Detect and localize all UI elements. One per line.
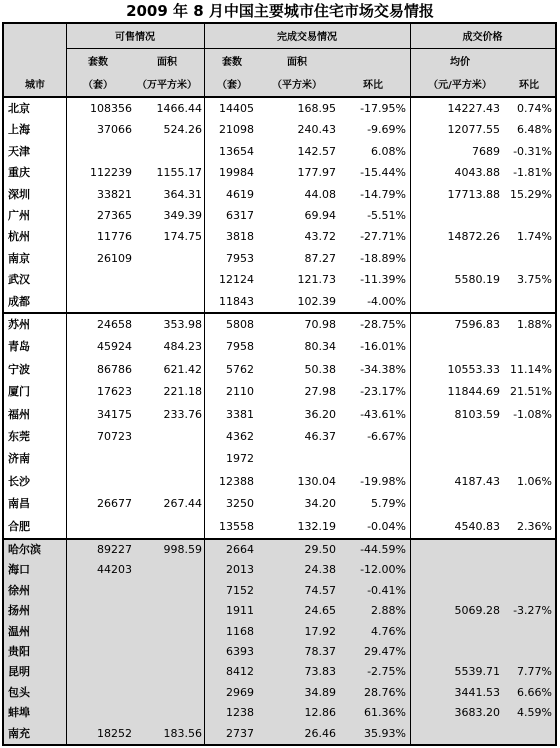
city-name: 南昌 <box>8 497 30 511</box>
available-area: 484.23 <box>163 340 202 354</box>
table-row <box>4 404 555 426</box>
avg-price: 4043.88 <box>454 166 500 180</box>
deal-area: 26.46 <box>304 726 336 740</box>
available-units: 70723 <box>97 430 132 443</box>
city-name: 包头 <box>8 685 30 699</box>
deal-mom: -43.61% <box>360 407 406 421</box>
avg-price: 5580.19 <box>454 273 500 287</box>
price-mom: 11.14% <box>510 362 552 376</box>
deal-area: 74.57 <box>304 583 336 597</box>
header-available: 可售情况 <box>115 32 155 43</box>
deal-units: 2013 <box>226 563 254 577</box>
deal-area: 46.37 <box>304 430 336 443</box>
deal-units: 13558 <box>219 519 254 533</box>
table-row <box>4 162 555 183</box>
deal-mom: -6.67% <box>367 430 406 443</box>
deal-mom: -19.98% <box>360 474 406 488</box>
city-name: 北京 <box>8 102 30 115</box>
city-group-tier3 <box>4 540 555 744</box>
available-area: 364.31 <box>163 187 202 201</box>
city-name: 海口 <box>8 563 30 577</box>
city-name: 昆明 <box>8 665 30 679</box>
deal-units: 1238 <box>226 706 254 720</box>
deal-mom: 61.36% <box>364 706 406 720</box>
deal-mom: -16.01% <box>360 340 406 354</box>
deal-units: 1972 <box>226 452 254 466</box>
deal-area: 12.86 <box>304 706 336 720</box>
table-row <box>4 291 555 312</box>
header-avail-units-unit: （套） <box>83 80 113 91</box>
table-row <box>4 622 555 642</box>
table-row <box>4 581 555 601</box>
deal-area: 80.34 <box>304 340 336 354</box>
table-row <box>4 269 555 290</box>
available-area: 353.98 <box>163 318 202 331</box>
table-row <box>4 493 555 515</box>
deal-area: 142.57 <box>297 144 336 158</box>
available-area: 621.42 <box>163 362 202 376</box>
city-name: 南充 <box>8 726 30 740</box>
table-row <box>4 248 555 269</box>
city-name: 合肥 <box>8 519 30 533</box>
deal-units: 4362 <box>226 430 254 443</box>
avg-price: 17713.88 <box>447 187 500 201</box>
header-avg-price: 均价 <box>450 57 470 68</box>
city-name: 长沙 <box>8 474 30 488</box>
deal-mom: -2.75% <box>367 665 406 679</box>
report-title: 2009 年 8 月中国主要城市住宅市场交易情报 <box>126 2 434 20</box>
deal-mom: 29.47% <box>364 645 406 658</box>
table-row <box>4 359 555 381</box>
deal-units: 7953 <box>226 251 254 265</box>
table-row <box>4 336 555 358</box>
deal-area: 44.08 <box>304 187 336 201</box>
city-group-tier1 <box>4 98 555 314</box>
city-name: 杭州 <box>8 230 30 244</box>
table-row <box>4 226 555 247</box>
table-row <box>4 314 555 336</box>
city-name: 宁波 <box>8 362 30 376</box>
city-name: 青岛 <box>8 340 30 354</box>
deal-mom: 4.76% <box>371 624 406 638</box>
available-area: 349.39 <box>163 209 202 222</box>
table-row <box>4 119 555 140</box>
available-area: 1466.44 <box>156 102 202 115</box>
deal-units: 8412 <box>226 665 254 679</box>
city-name: 苏州 <box>8 318 30 331</box>
deal-area: 50.38 <box>304 362 336 376</box>
header-deal-mom: 环比 <box>363 80 383 91</box>
avg-price: 7689 <box>472 144 500 158</box>
deal-area: 70.98 <box>304 318 336 331</box>
deal-mom: -0.04% <box>367 519 406 533</box>
table-row <box>4 683 555 703</box>
avg-price: 4187.43 <box>454 474 500 488</box>
table-row <box>4 703 555 723</box>
header-price: 成交价格 <box>462 32 503 43</box>
table-row <box>4 662 555 682</box>
available-units: 112239 <box>90 166 132 180</box>
deal-mom: -0.41% <box>367 583 406 597</box>
city-name: 福州 <box>8 407 30 421</box>
city-name: 天津 <box>8 144 30 158</box>
deal-mom: 35.93% <box>364 726 406 740</box>
header-price-mom: 环比 <box>519 80 539 91</box>
available-units: 26109 <box>97 251 132 265</box>
table-row <box>4 381 555 403</box>
deal-units: 6393 <box>226 645 254 658</box>
avg-price: 5539.71 <box>454 665 500 679</box>
table-row <box>4 724 555 744</box>
city-name: 厦门 <box>8 385 30 399</box>
city-name: 广州 <box>8 209 30 222</box>
price-mom: -1.81% <box>513 166 552 180</box>
deal-mom: -4.00% <box>367 294 406 308</box>
city-name: 上海 <box>8 123 30 137</box>
table-row <box>4 471 555 493</box>
deal-units: 5808 <box>226 318 254 331</box>
deal-area: 69.94 <box>304 209 336 222</box>
housing-transaction-table <box>2 22 557 746</box>
city-name: 武汉 <box>8 273 30 287</box>
deal-mom: -28.75% <box>360 318 406 331</box>
table-row <box>4 540 555 560</box>
price-mom: -3.27% <box>513 604 552 618</box>
deal-units: 13654 <box>219 144 254 158</box>
deal-units: 14405 <box>219 102 254 115</box>
deal-units: 5762 <box>226 362 254 376</box>
available-units: 86786 <box>97 362 132 376</box>
deal-area: 17.92 <box>304 624 336 638</box>
deal-units: 2664 <box>226 543 254 556</box>
header-deal-units: 套数 <box>222 57 242 68</box>
city-name: 东莞 <box>8 430 30 443</box>
deal-units: 3818 <box>226 230 254 244</box>
header-avg-price-unit: （元/平方米） <box>428 80 492 91</box>
table-row <box>4 642 555 662</box>
deal-units: 19984 <box>219 166 254 180</box>
price-mom: 6.48% <box>517 123 552 137</box>
deal-units: 2737 <box>226 726 254 740</box>
deal-units: 6317 <box>226 209 254 222</box>
deal-area: 240.43 <box>297 123 336 137</box>
price-mom: 1.06% <box>517 474 552 488</box>
city-name: 济南 <box>8 452 30 466</box>
available-area: 233.76 <box>163 407 202 421</box>
available-area: 998.59 <box>163 543 202 556</box>
header-avail-area-unit: （万平方米） <box>137 80 197 91</box>
available-units: 18252 <box>97 726 132 740</box>
deal-area: 132.19 <box>297 519 336 533</box>
available-area: 174.75 <box>163 230 202 244</box>
header-avail-units: 套数 <box>88 57 108 68</box>
deal-mom: 28.76% <box>364 685 406 699</box>
deal-area: 29.50 <box>304 543 336 556</box>
available-units: 17623 <box>97 385 132 399</box>
city-name: 温州 <box>8 624 30 638</box>
deal-units: 3250 <box>226 497 254 511</box>
table-row <box>4 98 555 119</box>
city-name: 徐州 <box>8 583 30 597</box>
available-area: 267.44 <box>163 497 202 511</box>
available-area: 221.18 <box>163 385 202 399</box>
header-city: 城市 <box>25 80 45 91</box>
city-name: 扬州 <box>8 604 30 618</box>
avg-price: 3683.20 <box>454 706 500 720</box>
price-mom: 0.74% <box>517 102 552 115</box>
deal-mom: -34.38% <box>360 362 406 376</box>
deal-units: 12124 <box>219 273 254 287</box>
header-avail-area: 面积 <box>157 57 177 68</box>
deal-area: 34.89 <box>304 685 336 699</box>
available-units: 45924 <box>97 340 132 354</box>
deal-area: 73.83 <box>304 665 336 679</box>
deal-mom: -14.79% <box>360 187 406 201</box>
deal-mom: -23.17% <box>360 385 406 399</box>
available-units: 44203 <box>97 563 132 577</box>
deal-units: 12388 <box>219 474 254 488</box>
table-row <box>4 516 555 538</box>
avg-price: 12077.55 <box>447 123 500 137</box>
deal-area: 130.04 <box>297 474 336 488</box>
available-units: 108356 <box>90 102 132 115</box>
available-units: 27365 <box>97 209 132 222</box>
available-units: 33821 <box>97 187 132 201</box>
available-units: 11776 <box>97 230 132 244</box>
deal-area: 168.95 <box>297 102 336 115</box>
deal-units: 3381 <box>226 407 254 421</box>
deal-mom: -27.71% <box>360 230 406 244</box>
available-area: 1155.17 <box>156 166 202 180</box>
deal-area: 36.20 <box>304 407 336 421</box>
deal-area: 102.39 <box>297 294 336 308</box>
deal-units: 1168 <box>226 624 254 638</box>
deal-units: 2969 <box>226 685 254 699</box>
table-row <box>4 560 555 580</box>
table-header <box>4 24 555 98</box>
price-mom: 4.59% <box>517 706 552 720</box>
table-row <box>4 184 555 205</box>
deal-units: 2110 <box>226 385 254 399</box>
price-mom: -0.31% <box>513 144 552 158</box>
city-name: 重庆 <box>8 166 30 180</box>
deal-mom: 5.79% <box>371 497 406 511</box>
avg-price: 7596.83 <box>454 318 500 331</box>
price-mom: 1.74% <box>517 230 552 244</box>
deal-units: 21098 <box>219 123 254 137</box>
price-mom: 2.36% <box>517 519 552 533</box>
table-row <box>4 141 555 162</box>
deal-units: 11843 <box>219 294 254 308</box>
deal-area: 177.97 <box>297 166 336 180</box>
deal-area: 43.72 <box>304 230 336 244</box>
available-units: 26677 <box>97 497 132 511</box>
avg-price: 11844.69 <box>447 385 500 399</box>
price-mom: -1.08% <box>513 407 552 421</box>
deal-mom: 2.88% <box>371 604 406 618</box>
avg-price: 4540.83 <box>454 519 500 533</box>
deal-mom: -15.44% <box>360 166 406 180</box>
deal-area: 27.98 <box>304 385 336 399</box>
price-mom: 1.88% <box>517 318 552 331</box>
price-mom: 3.75% <box>517 273 552 287</box>
deal-area: 78.37 <box>304 645 336 658</box>
header-deal-area-unit: （平方米） <box>272 80 322 91</box>
available-units: 24658 <box>97 318 132 331</box>
city-name: 成都 <box>8 294 30 308</box>
deal-units: 7958 <box>226 340 254 354</box>
table-row <box>4 426 555 448</box>
deal-units: 4619 <box>226 187 254 201</box>
available-units: 34175 <box>97 407 132 421</box>
header-transactions: 完成交易情况 <box>277 32 337 43</box>
deal-area: 34.20 <box>304 497 336 511</box>
avg-price: 3441.53 <box>454 685 500 699</box>
available-area: 183.56 <box>163 726 202 740</box>
deal-mom: -9.69% <box>367 123 406 137</box>
deal-mom: -5.51% <box>367 209 406 222</box>
deal-area: 121.73 <box>297 273 336 287</box>
header-deal-area: 面积 <box>287 57 307 68</box>
avg-price: 5069.28 <box>454 604 500 618</box>
avg-price: 14872.26 <box>447 230 500 244</box>
deal-mom: -12.00% <box>360 563 406 577</box>
deal-units: 1911 <box>226 604 254 618</box>
city-name: 南京 <box>8 251 30 265</box>
deal-area: 24.38 <box>304 563 336 577</box>
avg-price: 14227.43 <box>447 102 500 115</box>
city-name: 贵阳 <box>8 645 30 658</box>
city-name: 哈尔滨 <box>8 543 41 556</box>
available-units: 89227 <box>97 543 132 556</box>
deal-area: 24.65 <box>304 604 336 618</box>
table-row <box>4 448 555 470</box>
avg-price: 10553.33 <box>447 362 500 376</box>
city-name: 蚌埠 <box>8 706 30 720</box>
available-area: 524.26 <box>163 123 202 137</box>
header-deal-units-unit: （套） <box>217 80 247 91</box>
deal-mom: -18.89% <box>360 251 406 265</box>
deal-area: 87.27 <box>304 251 336 265</box>
available-units: 37066 <box>97 123 132 137</box>
deal-mom: 6.08% <box>371 144 406 158</box>
table-row <box>4 205 555 226</box>
table-row <box>4 601 555 621</box>
price-mom: 15.29% <box>510 187 552 201</box>
city-name: 深圳 <box>8 187 30 201</box>
price-mom: 21.51% <box>510 385 552 399</box>
deal-units: 7152 <box>226 583 254 597</box>
price-mom: 7.77% <box>517 665 552 679</box>
deal-mom: -11.39% <box>360 273 406 287</box>
city-group-tier2 <box>4 314 555 540</box>
deal-mom: -44.59% <box>360 543 406 556</box>
deal-mom: -17.95% <box>360 102 406 115</box>
price-mom: 6.66% <box>517 685 552 699</box>
avg-price: 8103.59 <box>454 407 500 421</box>
